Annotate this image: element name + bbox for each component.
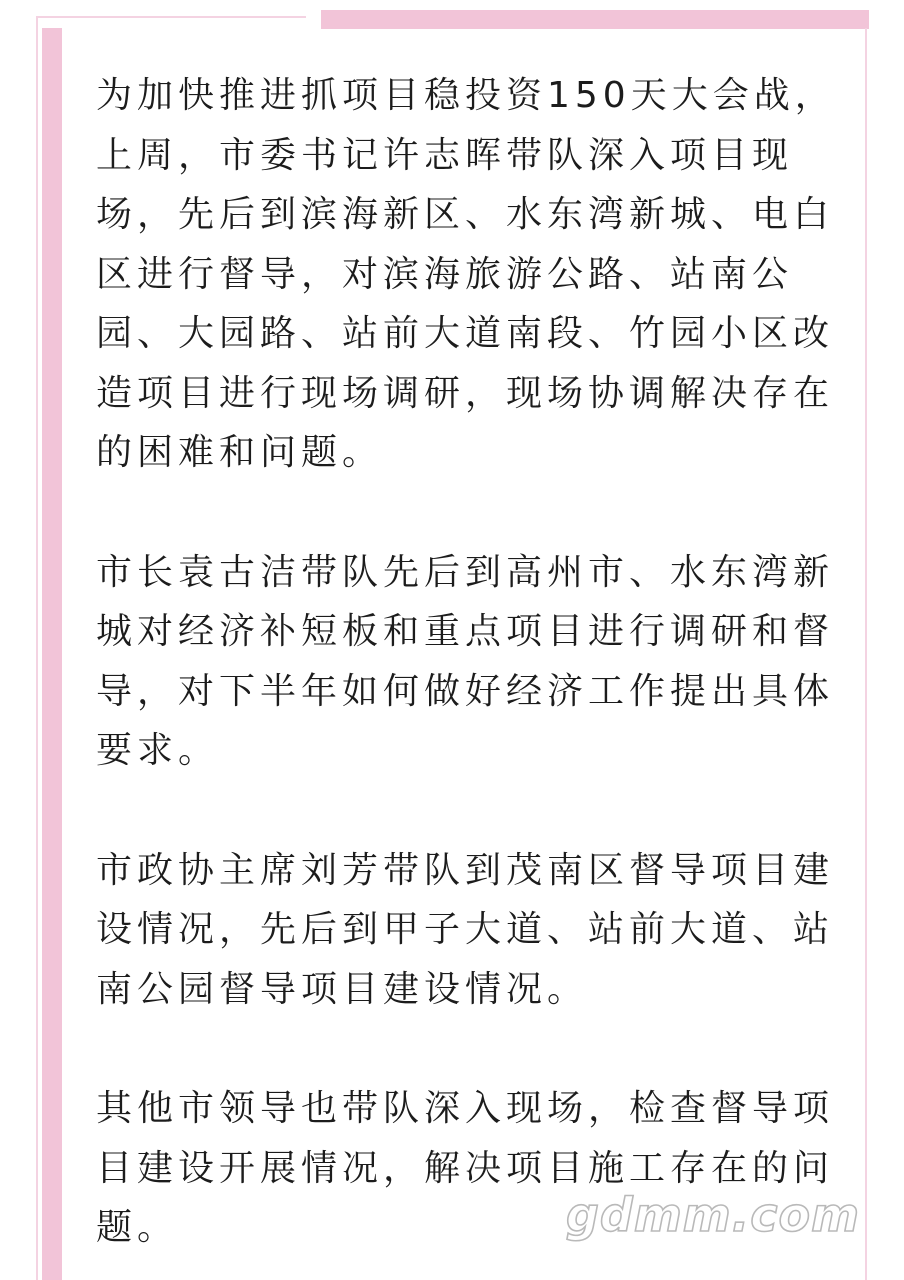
- watermark: gdmm.com: [566, 1188, 860, 1242]
- decorative-right-line: [865, 28, 867, 1280]
- decorative-top-bar: [321, 10, 869, 29]
- decorative-left-bar: [42, 28, 62, 1280]
- decorative-top-line: [36, 16, 306, 18]
- decorative-left-line: [36, 16, 38, 1280]
- paragraph-1: 为加快推进抓项目稳投资150天大会战，上周，市委书记许志晖带队深入项目现场，先后到滨海新区、水东湾新城、电白区进行督导，对滨海旅游公路、站南公园、大园路、站前大道南段、竹园小区改造项目进行现场调研，现场协调解决存在的困难和问题。: [96, 75, 836, 473]
- paragraph-3: 市政协主席刘芳带队到茂南区督导项目建设情况，先后到甲子大道、站前大道、站南公园督导项目建设情况。: [96, 849, 835, 1010]
- article-body: [96, 66, 836, 1258]
- paragraph-4: 其他市领导也带队深入现场，检查督导项目建设开展情况，解决项目施工存在的问题。: [96, 1088, 835, 1248]
- paragraph-2: 市长袁古洁带队先后到高州市、水东湾新城对经济补短板和重点项目进行调研和督导，对下半年如何做好经济工作提出具体要求。: [96, 551, 835, 771]
